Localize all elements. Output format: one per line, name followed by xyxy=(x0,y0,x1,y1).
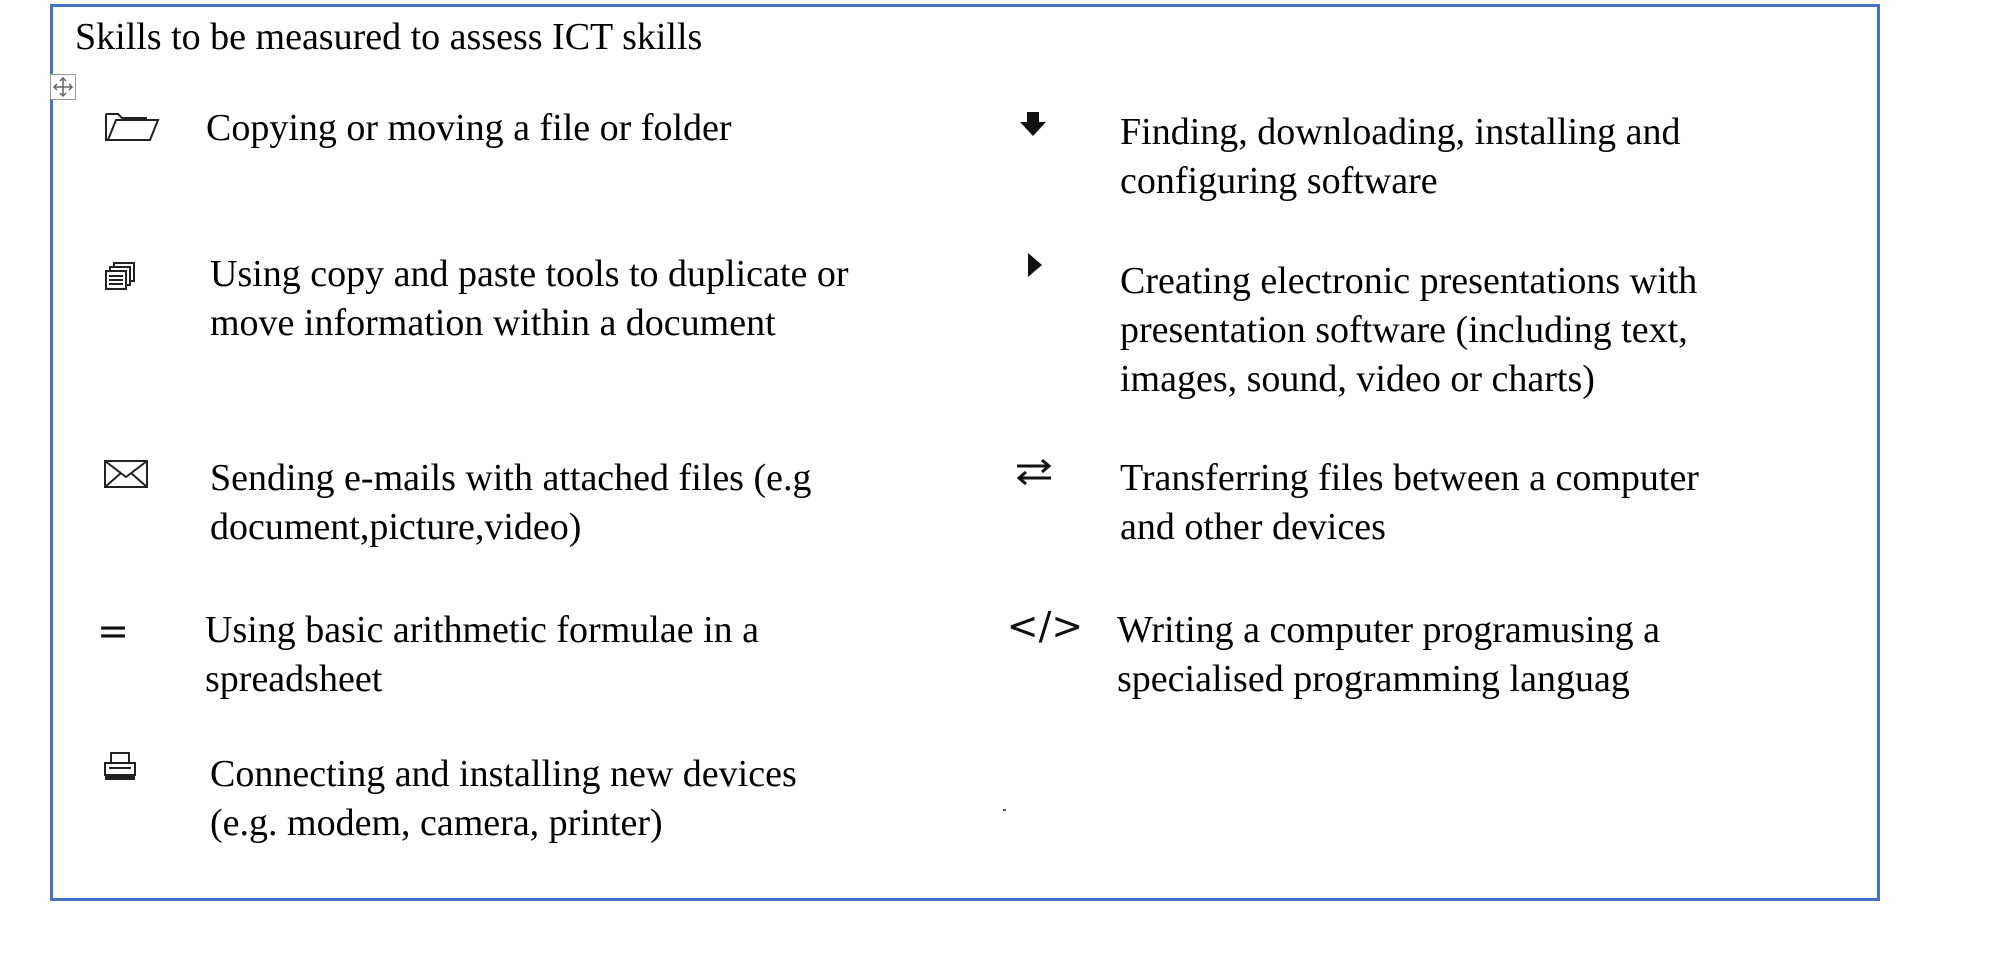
skill-label-line: Finding, downloading, installing and xyxy=(1120,111,1681,153)
skill-item-software xyxy=(1120,108,1680,206)
code-icon: </> xyxy=(1006,604,1084,648)
download-arrow-icon xyxy=(1016,108,1050,140)
skill-label-line: Writing a computer programusing a xyxy=(1117,609,1660,651)
skill-label-line: specialised programming languag xyxy=(1117,658,1630,700)
stray-mark xyxy=(1003,809,1006,811)
skill-item-copy-paste xyxy=(210,250,849,348)
skill-item-copying-files xyxy=(206,104,732,153)
copy-pages-icon xyxy=(100,258,142,296)
skill-label-line: (e.g. modem, camera, printer) xyxy=(210,802,663,844)
skill-item-presentations xyxy=(1120,257,1697,404)
skill-label-line: Sending e-mails with attached files (e.g xyxy=(210,457,812,499)
skill-label-line: move information within a document xyxy=(210,302,776,344)
skill-label-line: Using copy and paste tools to duplicate or xyxy=(210,253,849,295)
skill-item-spreadsheet xyxy=(205,606,759,704)
play-triangle-icon xyxy=(1024,250,1046,280)
skill-item-programming xyxy=(1117,606,1660,704)
skill-label-line: presentation software (including text, xyxy=(1120,309,1688,351)
table-move-handle-icon[interactable] xyxy=(50,74,76,100)
skill-label-line: spreadsheet xyxy=(205,658,383,700)
skill-label-line: document,picture,video) xyxy=(210,506,582,548)
skill-label-line: Creating electronic presentations with xyxy=(1120,260,1698,302)
skill-item-devices xyxy=(210,750,797,848)
skill-label-line: Transferring files between a computer xyxy=(1120,457,1699,499)
skill-label-line: and other devices xyxy=(1120,506,1386,548)
transfer-arrows-icon xyxy=(1012,454,1056,490)
skill-label-line: Using basic arithmetic formulae in a xyxy=(205,609,759,651)
skill-label-line: Copying or moving a file or folder xyxy=(206,107,732,149)
printer-icon xyxy=(100,748,140,784)
skill-label-line: images, sound, video or charts) xyxy=(1120,358,1595,400)
open-folder-icon xyxy=(100,106,164,146)
skill-item-emails xyxy=(210,454,812,552)
skill-label-line: configuring software xyxy=(1120,160,1438,202)
skill-item-transferring xyxy=(1120,454,1699,552)
skill-label-line: Connecting and installing new devices xyxy=(210,753,797,795)
equals-icon: = xyxy=(97,609,129,653)
envelope-icon xyxy=(100,456,152,492)
page-title: Skills to be measured to assess ICT skills xyxy=(75,16,703,58)
